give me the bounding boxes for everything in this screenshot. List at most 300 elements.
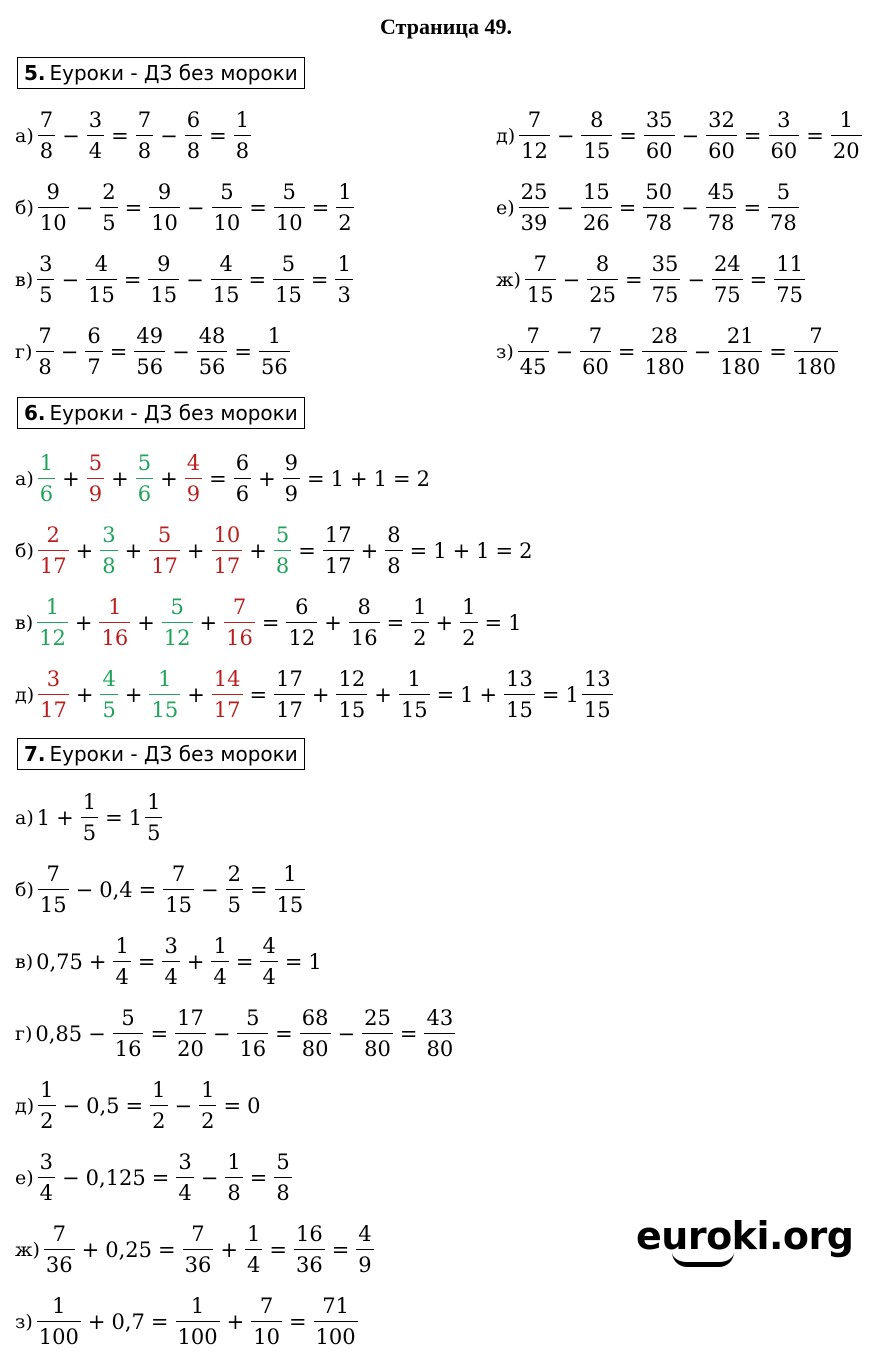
numerator: 8 — [590, 108, 604, 132]
fraction — [581, 110, 612, 162]
fraction — [38, 525, 69, 577]
operator: + — [350, 467, 368, 491]
section-6-header — [17, 397, 305, 429]
denominator: 8 — [185, 135, 202, 162]
numerator: 1 — [283, 862, 297, 886]
operator: + — [56, 806, 74, 830]
denominator: 20 — [831, 135, 862, 162]
fraction — [100, 525, 117, 577]
operator: + — [452, 539, 471, 563]
fraction — [260, 936, 277, 988]
denominator: 60 — [706, 135, 737, 162]
numerator: 7 — [533, 252, 547, 276]
numerator: 2 — [227, 862, 241, 886]
operator: − — [681, 196, 699, 220]
operator: = — [150, 1022, 169, 1046]
operator: + — [199, 611, 218, 635]
operator: = — [409, 539, 428, 563]
fraction — [212, 182, 243, 234]
item-label: г) — [15, 341, 33, 363]
numerator: 17 — [324, 523, 352, 547]
numerator: 1 — [338, 180, 352, 204]
numerator: 49 — [136, 324, 164, 348]
numerator: 1 — [267, 324, 282, 348]
item-label: а) — [15, 807, 34, 829]
numerator: 21 — [726, 324, 754, 348]
item-label: д) — [496, 125, 516, 147]
denominator: 10 — [212, 207, 243, 234]
s5-row-a — [15, 104, 253, 168]
numerator: 48 — [198, 324, 226, 348]
fraction — [769, 110, 800, 162]
fraction — [149, 669, 180, 721]
fraction — [237, 1008, 268, 1060]
fraction — [176, 1296, 220, 1348]
denominator: 80 — [362, 1033, 393, 1060]
numerator: 7 — [137, 108, 152, 132]
fraction — [519, 110, 550, 162]
numerator: 1 — [39, 451, 54, 475]
s6-row-b — [15, 519, 534, 583]
denominator: 36 — [183, 1249, 214, 1276]
denominator: 15 — [273, 279, 304, 306]
fraction — [37, 254, 54, 306]
s5-row-v — [15, 248, 355, 312]
numerator: 9 — [157, 252, 171, 276]
denominator: 17 — [149, 550, 180, 577]
operator: + — [226, 1310, 245, 1334]
numerator: 4 — [102, 667, 116, 691]
operator: = — [399, 1022, 418, 1046]
denominator: 16 — [349, 622, 380, 649]
operator: = — [248, 268, 267, 292]
denominator: 6 — [136, 478, 153, 505]
fraction — [38, 182, 69, 234]
denominator: 17 — [38, 550, 69, 577]
fraction — [162, 597, 193, 649]
operator: = — [209, 467, 227, 491]
denominator: 4 — [113, 961, 130, 988]
fraction — [163, 864, 194, 916]
denominator: 9 — [356, 1249, 373, 1276]
numerator: 1 — [462, 595, 476, 619]
numerator: 3 — [39, 252, 53, 276]
denominator: 4 — [162, 961, 179, 988]
fraction — [525, 254, 556, 306]
denominator: 2 — [336, 207, 353, 234]
numerator: 1 — [108, 595, 122, 619]
item-label: ж) — [496, 269, 521, 291]
number: 1 — [433, 539, 447, 563]
operator: = — [261, 611, 280, 635]
denominator: 75 — [650, 279, 681, 306]
fraction — [211, 936, 228, 988]
operator: = — [150, 1310, 169, 1334]
denominator: 180 — [718, 351, 762, 378]
operator: = — [249, 196, 267, 220]
operator: − — [75, 196, 94, 220]
operator: − — [687, 268, 705, 292]
numerator: 7 — [527, 108, 542, 132]
denominator: 15 — [336, 694, 367, 721]
s6-row-v — [15, 591, 523, 655]
operator: + — [479, 683, 498, 707]
denominator: 45 — [518, 351, 549, 378]
denominator: 100 — [37, 1321, 81, 1348]
denominator: 15 — [38, 889, 69, 916]
denominator: 12 — [162, 622, 193, 649]
section-5-title: Еуроки - ДЗ без мороки — [49, 61, 298, 85]
fraction — [587, 254, 618, 306]
fraction — [224, 597, 255, 649]
fraction — [362, 1008, 393, 1060]
fraction — [113, 936, 130, 988]
fraction — [644, 110, 675, 162]
item-label: б) — [15, 879, 34, 901]
fraction — [274, 1152, 291, 1204]
operator: − — [200, 878, 219, 902]
denominator: 80 — [300, 1033, 331, 1060]
operator: + — [75, 539, 94, 563]
numerator: 35 — [651, 252, 679, 276]
s6-row-d — [15, 663, 615, 727]
denominator: 15 — [211, 279, 242, 306]
s7-row-z — [15, 1290, 360, 1354]
numerator: 17 — [177, 1006, 204, 1030]
denominator: 8 — [274, 550, 291, 577]
item-label: в) — [15, 269, 34, 291]
s5-row-z — [496, 320, 840, 384]
fraction — [148, 254, 179, 306]
operator: − — [693, 340, 712, 364]
operator: + — [187, 683, 205, 707]
operator: = — [624, 268, 643, 292]
number: 0,125 — [85, 1166, 146, 1190]
numerator: 1 — [213, 934, 227, 958]
operator: = — [806, 124, 824, 148]
fraction — [349, 597, 380, 649]
numerator: 68 — [301, 1006, 329, 1030]
denominator: 10 — [274, 207, 305, 234]
numerator: 5 — [276, 1150, 290, 1174]
operator: = — [618, 196, 637, 220]
fraction — [162, 936, 179, 988]
fraction — [712, 254, 743, 306]
operator: − — [62, 1166, 80, 1190]
operator: = — [109, 340, 128, 364]
operator: − — [174, 1094, 193, 1118]
fraction — [183, 1224, 214, 1276]
operator: − — [62, 1094, 81, 1118]
numerator: 1 — [45, 595, 60, 619]
operator: + — [435, 611, 454, 635]
denominator: 4 — [245, 1249, 262, 1276]
number: 1 — [36, 806, 51, 830]
section-7-title: Еуроки - ДЗ без мороки — [49, 742, 298, 766]
operator: − — [556, 196, 575, 220]
operator: + — [111, 467, 129, 491]
numerator: 7 — [259, 1294, 274, 1318]
numerator: 3 — [164, 934, 178, 958]
numerator: 50 — [645, 180, 673, 204]
fraction — [175, 1008, 206, 1060]
fraction — [211, 254, 242, 306]
operator: + — [220, 1238, 238, 1262]
fraction — [768, 182, 799, 234]
item-label: б) — [15, 197, 34, 219]
denominator: 36 — [294, 1249, 325, 1276]
denominator: 17 — [323, 550, 354, 577]
numerator: 1 — [227, 1150, 241, 1174]
numerator: 6 — [295, 595, 309, 619]
numerator: 7 — [52, 1222, 66, 1246]
numerator: 5 — [275, 523, 290, 547]
euroki-logo: euroki.org — [636, 1214, 854, 1258]
numerator: 1 — [190, 1294, 205, 1318]
page-title: Страница 49. — [380, 14, 512, 39]
item-label: е) — [496, 197, 515, 219]
operator: = — [495, 539, 514, 563]
denominator: 78 — [768, 207, 799, 234]
numerator: 5 — [157, 523, 172, 547]
operator: − — [337, 1022, 356, 1046]
denominator: 100 — [314, 1321, 358, 1348]
fraction — [136, 110, 153, 162]
numerator: 25 — [364, 1006, 391, 1030]
denominator: 12 — [286, 622, 317, 649]
denominator: 36 — [44, 1249, 75, 1276]
fraction — [176, 1152, 193, 1204]
fraction — [37, 1296, 81, 1348]
numerator: 3 — [39, 1150, 54, 1174]
numerator: 1 — [40, 1078, 54, 1102]
denominator: 4 — [176, 1177, 193, 1204]
fraction — [706, 182, 737, 234]
operator: + — [258, 467, 276, 491]
numerator: 5 — [282, 180, 296, 204]
numerator: 17 — [276, 667, 303, 691]
denominator: 16 — [237, 1033, 268, 1060]
fraction — [234, 453, 251, 505]
numerator: 5 — [220, 180, 234, 204]
denominator: 26 — [581, 207, 612, 234]
numerator: 13 — [583, 667, 611, 691]
denominator: 8 — [36, 351, 53, 378]
s7-row-b — [15, 858, 307, 922]
item-label: ж) — [15, 1239, 40, 1261]
denominator: 15 — [504, 694, 535, 721]
operator: = — [123, 268, 142, 292]
numerator: 7 — [171, 862, 186, 886]
numerator: 7 — [191, 1222, 205, 1246]
section-5-number: 5. — [24, 61, 46, 85]
item-label: д) — [15, 684, 35, 706]
numerator: 5 — [137, 451, 152, 475]
fraction — [100, 669, 117, 721]
fraction — [38, 1080, 55, 1132]
number: 0,4 — [99, 878, 133, 902]
denominator: 12 — [37, 622, 68, 649]
denominator: 5 — [100, 207, 117, 234]
fraction — [185, 453, 202, 505]
numerator: 8 — [595, 252, 610, 276]
fraction — [150, 1080, 167, 1132]
operator: = — [743, 124, 762, 148]
numerator: 10 — [213, 523, 241, 547]
denominator: 15 — [581, 135, 612, 162]
denominator: 180 — [642, 351, 686, 378]
numerator: 6 — [87, 324, 101, 348]
numerator: 7 — [588, 324, 603, 348]
numerator: 1 — [52, 1294, 66, 1318]
denominator: 6 — [234, 478, 251, 505]
denominator: 5 — [37, 279, 54, 306]
fraction — [774, 254, 805, 306]
denominator: 2 — [411, 622, 428, 649]
number: 1 — [330, 467, 345, 491]
operator: − — [200, 1166, 219, 1190]
fraction — [399, 669, 430, 721]
item-label: д) — [15, 1095, 35, 1117]
operator: − — [60, 340, 79, 364]
number: 0,25 — [105, 1238, 153, 1262]
denominator: 8 — [385, 550, 402, 577]
numerator: 3 — [88, 108, 103, 132]
numerator: 4 — [358, 1222, 372, 1246]
numerator: 35 — [645, 108, 673, 132]
s5-row-d — [496, 104, 864, 168]
fraction — [185, 110, 202, 162]
numerator: 14 — [213, 667, 241, 691]
numerator: 11 — [776, 252, 804, 276]
operator: = — [137, 950, 156, 974]
denominator: 56 — [134, 351, 165, 378]
operator: = — [125, 1094, 144, 1118]
fraction — [336, 182, 353, 234]
s7-row-zh — [15, 1218, 376, 1282]
numerator: 4 — [186, 451, 201, 475]
number: 1 — [128, 806, 143, 830]
fraction — [38, 110, 55, 162]
numerator: 1 — [152, 1078, 166, 1102]
fraction — [38, 453, 55, 505]
operator: + — [87, 1310, 106, 1334]
logo-smile-icon — [672, 1252, 734, 1267]
denominator: 16 — [113, 1033, 144, 1060]
fraction — [385, 525, 402, 577]
denominator: 8 — [274, 1177, 291, 1204]
numerator: 1 — [337, 252, 351, 276]
denominator: 75 — [774, 279, 805, 306]
numerator: 8 — [387, 523, 401, 547]
denominator: 5 — [145, 817, 162, 844]
operator: − — [555, 340, 574, 364]
numerator: 7 — [39, 108, 54, 132]
denominator: 20 — [175, 1033, 206, 1060]
fraction — [275, 864, 306, 916]
numerator: 4 — [262, 934, 276, 958]
denominator: 15 — [163, 889, 194, 916]
numerator: 9 — [157, 180, 172, 204]
fraction — [36, 326, 53, 378]
denominator: 12 — [519, 135, 550, 162]
denominator: 4 — [38, 1177, 55, 1204]
s7-row-a — [15, 786, 164, 850]
number: 0,5 — [86, 1094, 120, 1118]
operator: = — [249, 683, 268, 707]
fraction — [460, 597, 477, 649]
operator: = — [393, 467, 411, 491]
operator: + — [311, 683, 330, 707]
s5-row-b — [15, 176, 356, 240]
operator: = — [284, 950, 303, 974]
fraction — [323, 525, 354, 577]
numerator: 9 — [284, 451, 299, 475]
fraction — [336, 669, 367, 721]
fraction — [87, 453, 104, 505]
fraction — [335, 254, 352, 306]
operator: = — [223, 1094, 242, 1118]
fraction — [273, 254, 304, 306]
fraction — [234, 110, 251, 162]
fraction — [136, 453, 153, 505]
fraction — [504, 669, 535, 721]
denominator: 60 — [580, 351, 611, 378]
operator: = — [541, 683, 560, 707]
fraction — [314, 1296, 358, 1348]
numerator: 5 — [88, 451, 103, 475]
numerator: 7 — [46, 862, 60, 886]
operator: + — [75, 683, 94, 707]
operator: = — [484, 611, 503, 635]
numerator: 3 — [46, 667, 61, 691]
operator: = — [269, 1238, 287, 1262]
fraction — [212, 525, 243, 577]
numerator: 5 — [170, 595, 184, 619]
operator: = — [749, 268, 768, 292]
fraction — [582, 669, 613, 721]
numerator: 5 — [776, 180, 791, 204]
denominator: 10 — [38, 207, 69, 234]
numerator: 7 — [526, 324, 540, 348]
denominator: 25 — [587, 279, 618, 306]
denominator: 4 — [260, 961, 277, 988]
operator: − — [556, 124, 575, 148]
numerator: 1 — [147, 790, 161, 814]
operator: = — [311, 196, 330, 220]
numerator: 1 — [82, 790, 97, 814]
number: 1 — [565, 683, 579, 707]
operator: − — [681, 124, 700, 148]
denominator: 17 — [212, 694, 243, 721]
numerator: 71 — [322, 1294, 349, 1318]
fraction — [580, 326, 611, 378]
operator: − — [88, 1022, 106, 1046]
operator: + — [88, 950, 107, 974]
numerator: 4 — [94, 252, 109, 276]
fraction — [519, 182, 550, 234]
operator: = — [617, 340, 636, 364]
numerator: 7 — [232, 595, 247, 619]
operator: + — [74, 611, 93, 635]
numerator: 1 — [413, 595, 427, 619]
fraction — [245, 1224, 262, 1276]
numerator: 15 — [583, 180, 610, 204]
operator: − — [172, 340, 190, 364]
fraction — [44, 1224, 75, 1276]
numerator: 2 — [102, 180, 116, 204]
operator: + — [324, 611, 342, 635]
